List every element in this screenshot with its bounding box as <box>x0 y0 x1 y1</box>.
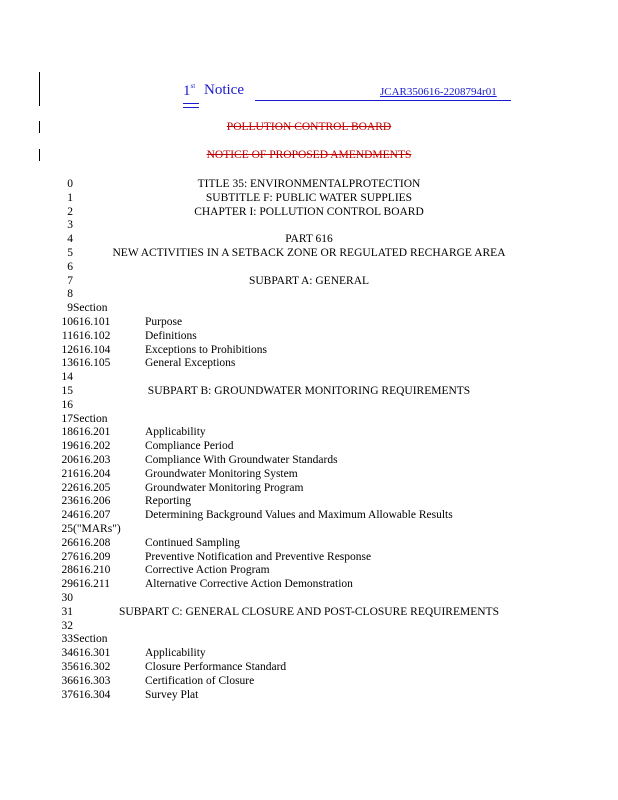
line-number: 14 <box>61 371 73 384</box>
centered-heading: SUBPART C: GENERAL CLOSURE AND POST-CLOSURE REQUIREMENTS <box>119 605 499 618</box>
document-line <box>0 522 618 536</box>
line-number: 36 <box>61 674 73 687</box>
notice-title: Notice <box>204 82 244 98</box>
section-number: ("MARs") <box>73 523 121 535</box>
document-line <box>0 260 618 274</box>
line-number: 13 <box>61 357 73 370</box>
centered-heading: SUBPART A: GENERAL <box>248 274 370 287</box>
line-number: 16 <box>61 398 73 411</box>
line-number: 34 <box>61 647 73 660</box>
line-number: 17 <box>61 412 73 425</box>
section-number: Section <box>73 633 108 646</box>
notice-underline <box>255 100 511 101</box>
line-number: 35 <box>61 661 73 673</box>
section-number: 616.206 <box>73 495 111 508</box>
line-number: 26 <box>61 536 73 549</box>
section-title: Determining Background Values and Maximum Allowable Results <box>145 509 453 522</box>
stricken-notice-heading: NOTICE OF PROPOSED AMENDMENTS <box>206 149 412 161</box>
document-line <box>0 246 618 260</box>
section-number: 616.205 <box>73 481 111 494</box>
document-line <box>0 674 618 688</box>
document-line <box>0 439 618 453</box>
document-line <box>0 646 618 660</box>
document-line <box>0 329 618 343</box>
line-number: 7 <box>67 274 73 287</box>
section-number: 616.101 <box>73 316 111 328</box>
document-line <box>0 605 618 619</box>
section-title: Corrective Action Program <box>145 564 270 577</box>
section-title: Survey Plat <box>145 688 199 701</box>
document-line <box>0 232 618 246</box>
section-title: Applicability <box>145 647 206 660</box>
section-title: Continued Sampling <box>145 536 240 549</box>
document-line <box>0 343 618 357</box>
document-line <box>0 398 618 412</box>
line-number: 32 <box>61 619 73 632</box>
line-number: 10 <box>61 316 73 328</box>
section-number: 616.104 <box>73 343 111 356</box>
line-number: 0 <box>67 178 73 190</box>
document-line <box>0 577 618 591</box>
line-number: 2 <box>67 205 73 218</box>
jcar-code[interactable]: JCAR350616-2208794r01 <box>380 86 497 98</box>
centered-heading: CHAPTER I: POLLUTION CONTROL BOARD <box>194 205 424 218</box>
section-number: 616.202 <box>73 440 111 453</box>
document-line <box>0 287 618 301</box>
document-line <box>0 384 618 398</box>
document-line <box>0 563 618 577</box>
section-number: 616.201 <box>73 426 111 439</box>
line-number: 33 <box>61 633 73 646</box>
notice-ordinal: 1st <box>183 82 196 99</box>
centered-heading: TITLE 35: ENVIRONMENTALPROTECTION <box>197 178 421 190</box>
line-number: 15 <box>61 385 73 397</box>
document-line <box>0 536 618 550</box>
line-number: 31 <box>61 605 73 618</box>
section-number: Section <box>73 302 108 315</box>
line-number: 1 <box>67 191 73 204</box>
line-number: 5 <box>67 247 73 259</box>
line-number: 27 <box>61 550 73 563</box>
section-title: Reporting <box>145 495 191 508</box>
line-number: 12 <box>61 343 73 356</box>
document-line <box>0 619 618 633</box>
line-number: 4 <box>67 233 73 246</box>
document-line <box>0 315 618 329</box>
section-title: Groundwater Monitoring System <box>145 467 298 480</box>
document-line <box>0 301 618 315</box>
document-line <box>0 467 618 481</box>
centered-heading: PART 616 <box>285 233 333 246</box>
document-line <box>0 550 618 564</box>
line-number: 11 <box>61 329 73 342</box>
stricken-board-name: POLLUTION CONTROL BOARD <box>226 121 392 133</box>
document-line <box>0 425 618 439</box>
section-title: Closure Performance Standard <box>145 661 287 673</box>
section-title: Groundwater Monitoring Program <box>145 481 304 494</box>
section-title: Alternative Corrective Action Demonstration <box>145 578 353 591</box>
line-number: 19 <box>61 440 73 453</box>
section-number: 616.301 <box>73 647 111 660</box>
section-number: 616.102 <box>73 329 111 342</box>
document-line <box>0 370 618 384</box>
document-line <box>0 453 618 467</box>
ordinal-underline <box>183 103 199 104</box>
section-number: Section <box>73 412 108 425</box>
document-line <box>0 688 618 702</box>
section-number: 616.210 <box>73 564 111 577</box>
section-number: 616.211 <box>73 578 110 591</box>
centered-heading: SUBTITLE F: PUBLIC WATER SUPPLIES <box>205 191 413 204</box>
section-title: Definitions <box>145 329 197 342</box>
centered-heading: SUBPART B: GROUNDWATER MONITORING REQUIREMENTS <box>147 385 471 397</box>
line-number: 28 <box>61 564 73 577</box>
centered-heading: NEW ACTIVITIES IN A SETBACK ZONE OR REGULATED RECHARGE AREA <box>112 247 506 259</box>
section-number: 616.304 <box>73 688 111 701</box>
section-number: 616.105 <box>73 357 111 370</box>
line-number: 29 <box>61 578 73 591</box>
line-number: 25 <box>61 523 73 535</box>
section-title: Compliance Period <box>145 440 234 453</box>
document-line <box>0 660 618 674</box>
line-number: 8 <box>67 288 73 301</box>
document-line <box>0 591 618 605</box>
document-line <box>0 356 618 370</box>
section-title: Compliance With Groundwater Standards <box>145 454 338 466</box>
document-line <box>0 494 618 508</box>
section-title: General Exceptions <box>145 357 236 370</box>
section-title: Purpose <box>145 316 183 328</box>
line-number: 18 <box>61 426 73 439</box>
section-number: 616.302 <box>73 661 111 673</box>
document-line <box>0 508 618 522</box>
document-line <box>0 218 618 232</box>
document-line <box>0 412 618 426</box>
section-number: 616.303 <box>73 674 111 687</box>
document-line <box>0 274 618 288</box>
line-number: 9 <box>67 302 73 315</box>
section-number: 616.208 <box>73 536 111 549</box>
ordinal-underline <box>183 107 199 108</box>
section-title: Exceptions to Prohibitions <box>145 343 268 356</box>
line-number: 21 <box>61 467 73 480</box>
line-number: 30 <box>61 592 73 604</box>
line-number: 23 <box>61 495 73 508</box>
section-number: 616.209 <box>73 550 111 563</box>
line-number: 37 <box>61 688 73 701</box>
document-header <box>0 82 618 106</box>
section-title: Preventive Notification and Preventive Response <box>145 550 372 563</box>
line-number: 20 <box>61 454 73 466</box>
line-number: 6 <box>67 260 73 273</box>
line-number: 3 <box>67 219 73 232</box>
document-line <box>0 191 618 205</box>
line-number: 22 <box>61 481 73 494</box>
document-line <box>0 177 618 191</box>
line-number: 24 <box>61 509 73 522</box>
section-number: 616.203 <box>73 454 111 466</box>
section-number: 616.204 <box>73 467 111 480</box>
section-number: 616.207 <box>73 509 111 522</box>
document-line <box>0 205 618 219</box>
section-title: Certification of Closure <box>145 674 255 687</box>
document-line <box>0 481 618 495</box>
section-title: Applicability <box>145 426 206 439</box>
document-line <box>0 632 618 646</box>
